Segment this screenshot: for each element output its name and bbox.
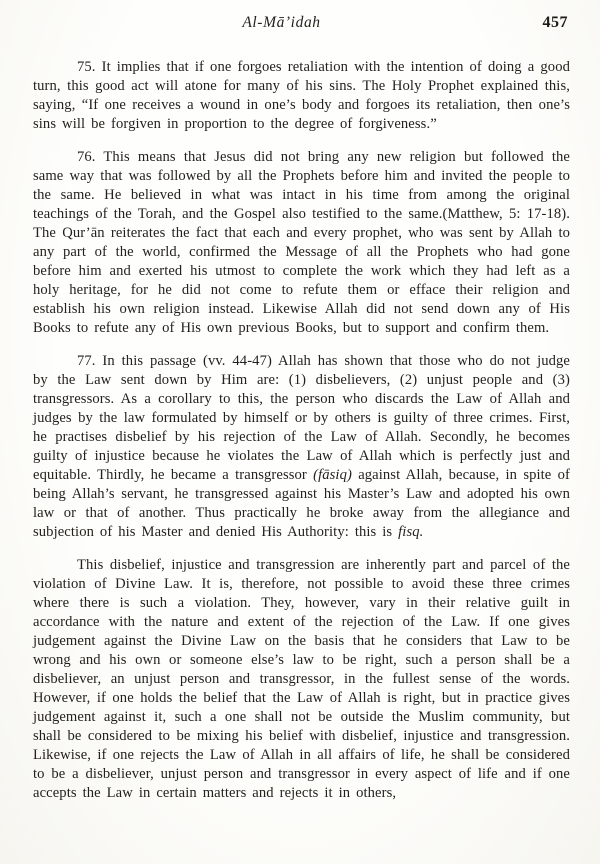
- page-header: [33, 14, 570, 36]
- paragraph-75: 75. It implies that if one forgoes retaliation with the intention of doing a good turn, this good act will atone for many of his sins. The Holy Prophet explained this, saying, “If one receives a wound in one’s body and forgoes its retaliation, then one’s sins will be forgiven in proportion to the degree of forgiveness.”: [33, 59, 570, 132]
- paragraph-77-text-continued: against Allah, because, in spite of being Allah’s servant, he transgressed against his Master’s Law and adopted his own law or that of another. Thus practically he broke away from the allegiance and subjection of his Master and denied His Authority: this is: [33, 467, 570, 540]
- chapter-title: Al-Mā’idah: [242, 14, 321, 31]
- page-number: 457: [542, 14, 568, 31]
- paragraph-76: 76. This means that Jesus did not bring any new religion but followed the same way that was followed by all the Prophets before him and invited the people to the same. He believed in what was intact in his time from among the original teachings of the Torah, and the Gospel also testified to the same.(Matthew, 5: 17-18). The Qur’ān reiterates the fact that each and every prophet, who was sent by Allah to any part of the world, confirmed the Message of all the Prophets who had gone before him and exerted his utmost to complete the work which they had left as a holy heritage, for he did not come to refute them or efface their religion and establish his own religion instead. Likewise Allah did not send down any of His Books to refute any of His own previous Books, but to support and confirm them.: [33, 149, 570, 336]
- term-fisq-italic: fisq.: [398, 524, 424, 540]
- paragraph-continuation: This disbelief, injustice and transgression are inherently part and parcel of the violation of Divine Law. It is, therefore, not possible to avoid these three crimes where there is such a violation. They, however, vary in their relative guilt in accordance with the nature and extent of the rejection of the Law. If one gives judgement against the Divine Law on the basis that he considers that Law to be wrong and his own or someone else’s law to be right, such a person shall be a disbeliever, an unjust person and transgressor, in the fullest sense of the words. However, if one holds the belief that the Law of Allah is right, but in practice gives judgement against it, such a one shall not be outside the Muslim community, but shall be considered to be mixing his belief with disbelief, injustice and transgression. Likewise, if one rejects the Law of Allah in all affairs of life, he shall be considered to be a disbeliever, unjust person and transgressor in every aspect of life and if one accepts the Law in certain matters and rejects it in others,: [33, 557, 570, 801]
- paragraph-77-text: 77. In this passage (vv. 44-47) Allah has shown that those who do not judge by the Law sent down by Him are: (1) disbelievers, (2) unjust people and (3) transgressors. As a corollary to this, the person who discards the Law of Allah and judges by the law formulated by himself or by others is guilty of three crimes. First, he practises disbelief by his rejection of the Law of Allah. Secondly, he becomes guilty of injustice because he violates the Law of Allah which is perfectly just and equitable. Thirdly, he became a transgressor: [33, 353, 570, 483]
- page-body: [33, 58, 570, 803]
- term-fasiq-italic: (fāsiq): [313, 467, 352, 483]
- paragraph-77: [33, 352, 570, 542]
